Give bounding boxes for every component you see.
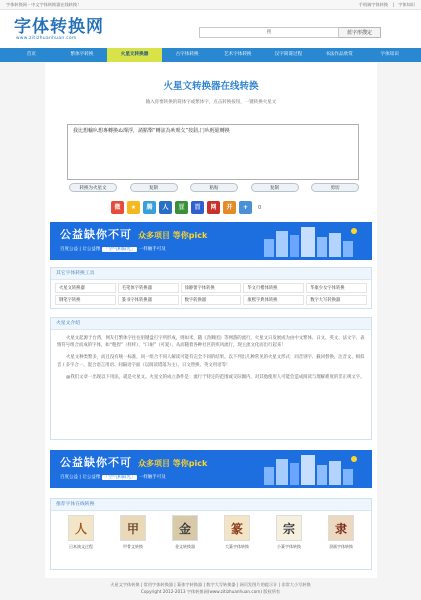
top-link-mobile[interactable]: 手机端字体转换 bbox=[358, 1, 389, 7]
tool-link[interactable]: 华文行楷体转换 bbox=[243, 283, 304, 293]
site-slogan: 字体转换网 - 中文字体转换器在线转换！ bbox=[6, 1, 82, 7]
share-baidu-icon[interactable]: 百 bbox=[191, 201, 204, 214]
recommended-list bbox=[51, 511, 371, 550]
nav-item-martian[interactable]: 火星文转换器 bbox=[107, 48, 162, 62]
rec-item[interactable] bbox=[58, 515, 104, 550]
banner-line2 bbox=[60, 246, 207, 252]
input-textarea[interactable] bbox=[67, 124, 359, 180]
nav-item-ancient[interactable]: 古字体转换 bbox=[175, 52, 199, 57]
rec-label: 日本演文过程 bbox=[69, 544, 93, 549]
nav-item-art[interactable]: 艺术字体转换 bbox=[223, 52, 252, 57]
footer bbox=[0, 578, 421, 600]
banner-pick: 众多项目 等你pick bbox=[138, 231, 208, 240]
footer-links[interactable]: 火星文字体转换 | 常用字体转换器 | 篆体字转换器 | 数字大写转换器 | 网页发图片的提示计 | 非常大小写转换 bbox=[110, 582, 311, 587]
rec-item[interactable] bbox=[162, 515, 208, 550]
rec-label: 小篆字体转换 bbox=[277, 544, 301, 549]
footer-copyright: Copyright 2012-2013 字体转换网(www.zitizhuanhuan.com) 版权所有 bbox=[140, 589, 281, 594]
nav-item-evolution[interactable]: 汉字简谋过程 bbox=[274, 52, 303, 57]
share-qzone-icon[interactable]: ★ bbox=[127, 201, 140, 214]
banner-line2b: 「空气和阳光」 bbox=[103, 475, 136, 480]
action-buttons bbox=[69, 183, 359, 192]
banner-line1 bbox=[60, 454, 207, 470]
rec-label: 金文转换器 bbox=[175, 544, 195, 549]
tools-section bbox=[50, 267, 372, 309]
intro-paragraph: 火星文起源于台湾，网友打繁体字往往用键盘打字所形成，则如米，随《劲舞团》等网游的流行，火星文日发展成为由中文繁体、日文、英文、法文字、表情符号组合而成的字体，如“粗捏”（样样）、“口耐”（可爱），从而随着各种社区的疾风流行，现主流文化而出行起来！ bbox=[57, 336, 365, 349]
site-logo[interactable] bbox=[14, 18, 104, 41]
rec-thumbnail: 人 bbox=[68, 515, 94, 541]
intro-paragraph: @我们文章一出现以下用法，就是火星文。火星文的成立条件是：流行于特定的范围或交际圈内，对其他使用人可能会造成阅读与理解难度的非正规文字。 bbox=[66, 374, 365, 380]
nav-item-calligraphy[interactable]: 书法作品欣赏 bbox=[325, 52, 353, 57]
ad-banner-bottom[interactable] bbox=[50, 450, 372, 488]
share-weibo-icon[interactable]: 微 bbox=[111, 201, 124, 214]
banner-line2a: 百度公益 | 让公益像 bbox=[60, 247, 101, 252]
nav-item-home[interactable]: 首页 bbox=[26, 52, 36, 57]
search-button[interactable]: 蓝字形搜定 bbox=[339, 27, 381, 38]
rec-label: 大篆字体转换 bbox=[225, 544, 249, 549]
banner-line2c: 一样触手可及 bbox=[138, 475, 166, 480]
share-more-icon[interactable]: + bbox=[239, 201, 252, 214]
banner-text bbox=[60, 226, 207, 252]
convert-button[interactable]: 转换为火星文 bbox=[69, 183, 117, 192]
rec-label: 甲骨文转换 bbox=[123, 544, 143, 549]
banner-text bbox=[60, 454, 207, 480]
intro-paragraph: 火星文种类繁多，而且没有统一标准，同一组合不同人解读可能有完全不同的结果。以下列出几种常见的火星文形式：同音别字、截词替换、注音文、相似音 / 多字合一、混合语言用语、间隔语字面（以阅读错落为主）、日文替换、英文用语等！ bbox=[57, 355, 365, 368]
rec-item[interactable] bbox=[266, 515, 312, 550]
rec-thumbnail: 宗 bbox=[276, 515, 302, 541]
banner-line1 bbox=[60, 226, 207, 242]
share-kaixin-icon[interactable]: 开 bbox=[223, 201, 236, 214]
rec-thumbnail: 金 bbox=[172, 515, 198, 541]
cut-button[interactable]: 剪切 bbox=[311, 183, 359, 192]
logo-text: 字体转换网 bbox=[14, 16, 104, 37]
page-subtitle: 输入你要转换的简体字或繁体字，点击转换按钮，一键转换火星文 bbox=[145, 100, 277, 105]
share-douban-icon[interactable]: 豆 bbox=[175, 201, 188, 214]
intro-section bbox=[50, 317, 372, 440]
intro-header: 火星文介绍 bbox=[51, 318, 371, 330]
nav-item-knowledge[interactable]: 字体知识 bbox=[380, 52, 399, 57]
search-input[interactable] bbox=[199, 27, 339, 38]
rec-label: 隶画字体转换 bbox=[329, 544, 353, 549]
banner-headline: 公益缺你不可 bbox=[60, 456, 132, 469]
recommended-section bbox=[50, 498, 372, 570]
top-link-separator: | bbox=[392, 1, 394, 7]
tool-link[interactable]: 华康少女字体转换 bbox=[306, 283, 367, 293]
top-bar bbox=[0, 0, 421, 10]
nav-item-traditional[interactable]: 繁体字转换 bbox=[70, 52, 94, 57]
search-box bbox=[199, 27, 381, 38]
tool-link[interactable]: 篆书字体转换器 bbox=[118, 295, 179, 305]
rec-thumbnail: 篆 bbox=[224, 515, 250, 541]
copy-button-2[interactable]: 复制 bbox=[251, 183, 299, 192]
paste-button[interactable]: 粘贴 bbox=[190, 183, 238, 192]
banner-headline: 公益缺你不可 bbox=[60, 228, 132, 241]
rec-thumbnail: 隶 bbox=[328, 515, 354, 541]
banner-city-illustration bbox=[254, 225, 364, 257]
share-163-icon[interactable]: 网 bbox=[207, 201, 220, 214]
share-count: 0 bbox=[258, 204, 262, 211]
banner-line2b: 「空气和阳光」 bbox=[103, 247, 136, 252]
rec-item[interactable] bbox=[110, 515, 156, 550]
banner-pick: 众多项目 等你pick bbox=[138, 459, 208, 468]
tool-link[interactable]: 火星文转换器 bbox=[55, 283, 116, 293]
rec-item[interactable] bbox=[318, 515, 364, 550]
banner-city-illustration bbox=[254, 453, 364, 485]
tool-link[interactable]: 毛笔体字转换器 bbox=[118, 283, 179, 293]
top-link-knowledge[interactable]: 字体知识 bbox=[398, 1, 415, 7]
ad-banner-top[interactable] bbox=[50, 222, 372, 260]
tools-grid bbox=[51, 280, 371, 308]
tool-link[interactable]: 钢笔字转换 bbox=[55, 295, 116, 305]
tool-link[interactable]: 数字大写转换器 bbox=[306, 295, 367, 305]
header bbox=[0, 10, 421, 48]
share-renren-icon[interactable]: 人 bbox=[159, 201, 172, 214]
recommended-header: 推荐字体在线转换 bbox=[51, 499, 371, 511]
tool-link[interactable]: 徐静蕾字体转换 bbox=[181, 283, 242, 293]
main-content bbox=[45, 62, 377, 578]
page-title: 火星文转换器在线转换 bbox=[163, 81, 259, 92]
main-nav bbox=[0, 48, 421, 62]
copy-button[interactable]: 复制 bbox=[130, 183, 178, 192]
tool-link[interactable]: 康熙字典体转换 bbox=[243, 295, 304, 305]
logo-url: www.zitizhuanhuan.com bbox=[16, 35, 77, 41]
banner-line2a: 百度公益 | 让公益像 bbox=[60, 475, 101, 480]
tools-header: 其它字体转换工具 bbox=[51, 268, 371, 280]
rec-thumbnail: 甲 bbox=[120, 515, 146, 541]
banner-line2c: 一样触手可及 bbox=[138, 247, 166, 252]
tool-link[interactable]: 数字转换器 bbox=[181, 295, 242, 305]
share-tqq-icon[interactable]: 腾 bbox=[143, 201, 156, 214]
top-links bbox=[356, 2, 415, 8]
rec-item[interactable] bbox=[214, 515, 260, 550]
share-bar bbox=[111, 201, 261, 214]
banner-line2 bbox=[60, 474, 207, 480]
